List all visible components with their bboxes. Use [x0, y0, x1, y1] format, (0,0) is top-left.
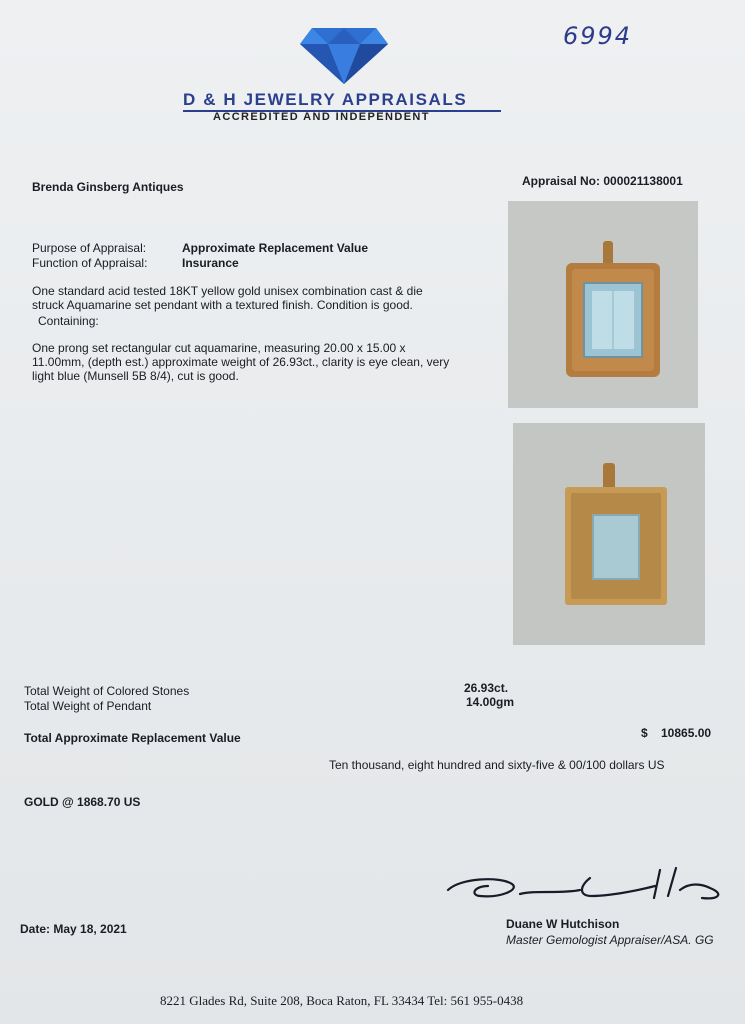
total-pendant-label: Total Weight of Pendant	[24, 699, 152, 713]
diamond-logo-icon	[298, 26, 390, 86]
replacement-value-label: Total Approximate Replacement Value	[24, 731, 241, 745]
handwritten-number: 6994	[563, 22, 633, 50]
company-name: D & H JEWELRY APPRAISALS	[183, 90, 468, 109]
item-description: One standard acid tested 18KT yellow gold unisex combination cast & die struck Aquamarine set pendant with a textured finish. Condition is good.	[32, 284, 423, 312]
total-stones-value: 26.93ct.	[464, 681, 509, 695]
replacement-value: 10865.00	[661, 726, 712, 740]
gold-price: GOLD @ 1868.70 US	[24, 795, 141, 809]
appraisal-number-value: 000021138001	[603, 174, 683, 188]
function-label: Function of Appraisal:	[32, 256, 148, 270]
function-value: Insurance	[182, 256, 239, 270]
pendant-front-photo	[508, 201, 698, 408]
appraisal-date: Date: May 18, 2021	[20, 922, 127, 936]
stone-description: One prong set rectangular cut aquamarine, measuring 20.00 x 15.00 x 11.00mm, (depth est.) approximate weight of 26.93ct., clarity is eye clean, very light blue (Munsell 5B 8/4), cut is good.	[32, 341, 450, 383]
pendant-back-image	[513, 423, 705, 645]
appraisal-number	[522, 174, 683, 188]
appraiser-name: Duane W Hutchison	[506, 917, 620, 931]
containing-label: Containing:	[38, 314, 99, 328]
appraisal-number-label: Appraisal No:	[522, 174, 601, 188]
appraiser-title: Master Gemologist Appraiser/ASA. GG	[506, 933, 714, 947]
purpose-value: Approximate Replacement Value	[182, 241, 369, 255]
company-tagline: ACCREDITED AND INDEPENDENT	[213, 111, 430, 123]
client-name: Brenda Ginsberg Antiques	[32, 180, 184, 194]
replacement-currency: $	[641, 726, 648, 740]
pendant-front-image	[508, 201, 698, 408]
signature-icon	[440, 860, 735, 910]
purpose-label: Purpose of Appraisal:	[32, 241, 147, 255]
total-pendant-value: 14.00gm	[466, 695, 515, 709]
footer-address: 8221 Glades Rd, Suite 208, Boca Raton, FL 33434 Tel: 561 955-0438	[160, 993, 524, 1008]
pendant-back-photo	[513, 423, 705, 645]
total-stones-label: Total Weight of Colored Stones	[24, 684, 190, 698]
value-in-words: Ten thousand, eight hundred and sixty-five & 00/100 dollars US	[329, 758, 665, 772]
